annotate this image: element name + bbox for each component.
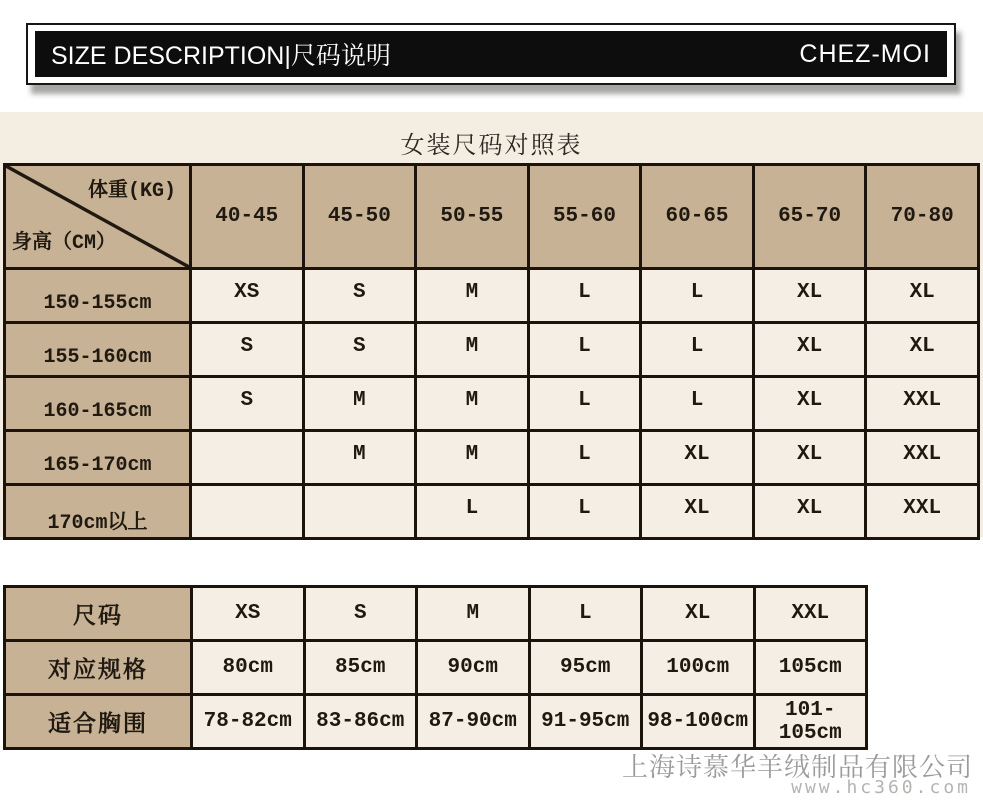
size-description-banner	[26, 23, 956, 85]
size-cell: M	[303, 431, 416, 485]
spec-row	[5, 641, 867, 695]
weight-col-header: 55-60	[528, 165, 641, 269]
height-row-label: 165-170cm	[5, 431, 191, 485]
spec-value-cell: 98-100cm	[642, 695, 755, 749]
banner-title: SIZE DESCRIPTION|尺码说明	[51, 42, 391, 70]
size-cell: M	[416, 431, 529, 485]
size-cell: L	[528, 377, 641, 431]
height-axis-label: 身高（CM）	[12, 232, 117, 255]
size-cell: XL	[753, 485, 866, 539]
spec-row	[5, 695, 867, 749]
size-cell: M	[416, 377, 529, 431]
spec-row-label: 适合胸围	[5, 695, 192, 749]
size-cell: M	[416, 323, 529, 377]
spec-value-cell: M	[417, 587, 530, 641]
size-chart-panel	[0, 112, 983, 537]
spec-value-cell: XXL	[754, 587, 867, 641]
website-watermark: www.hc360.com	[791, 777, 971, 798]
spec-value-cell: 78-82cm	[192, 695, 305, 749]
spec-value-cell: L	[529, 587, 642, 641]
size-cell: S	[303, 323, 416, 377]
size-cell: XXL	[866, 431, 979, 485]
spec-value-cell: S	[304, 587, 417, 641]
height-row-label: 170cm以上	[5, 485, 191, 539]
height-row	[5, 377, 979, 431]
weight-col-header: 65-70	[753, 165, 866, 269]
banner-black-bar	[35, 31, 947, 77]
spec-value-cell: 85cm	[304, 641, 417, 695]
weight-axis-label: 体重(KG)	[87, 180, 176, 203]
height-row	[5, 485, 979, 539]
size-cell: L	[641, 269, 754, 323]
height-row-label: 160-165cm	[5, 377, 191, 431]
size-cell: XL	[753, 323, 866, 377]
weight-col-header: 70-80	[866, 165, 979, 269]
spec-value-cell: 91-95cm	[529, 695, 642, 749]
height-row	[5, 431, 979, 485]
size-cell: L	[641, 377, 754, 431]
size-cell	[191, 431, 304, 485]
spec-value-cell: XS	[192, 587, 305, 641]
size-cell: L	[528, 485, 641, 539]
spec-value-cell: 83-86cm	[304, 695, 417, 749]
size-cell: M	[416, 269, 529, 323]
spec-value-cell: 95cm	[529, 641, 642, 695]
size-cell: XXL	[866, 485, 979, 539]
size-cell: L	[528, 269, 641, 323]
size-cell: S	[191, 377, 304, 431]
spec-row-label: 尺码	[5, 587, 192, 641]
corner-cell	[5, 165, 191, 269]
size-cell: S	[191, 323, 304, 377]
size-cell: S	[303, 269, 416, 323]
spec-value-cell: XL	[642, 587, 755, 641]
size-cell: L	[416, 485, 529, 539]
weight-header-row	[5, 165, 979, 269]
spec-value-cell: 101-105cm	[754, 695, 867, 749]
size-cell: L	[641, 323, 754, 377]
spec-value-cell: 90cm	[417, 641, 530, 695]
size-cell: L	[528, 323, 641, 377]
weight-col-header: 50-55	[416, 165, 529, 269]
chart-title: 女装尺码对照表	[400, 133, 583, 159]
spec-value-cell: 100cm	[642, 641, 755, 695]
size-cell: XL	[641, 431, 754, 485]
size-cell: XL	[641, 485, 754, 539]
spec-value-cell: 80cm	[192, 641, 305, 695]
spec-value-cell: 105cm	[754, 641, 867, 695]
spec-value-cell: 87-90cm	[417, 695, 530, 749]
size-spec-table	[3, 585, 868, 750]
size-cell	[303, 485, 416, 539]
size-cell	[191, 485, 304, 539]
weight-col-header: 40-45	[191, 165, 304, 269]
brand-name: CHEZ-MOI	[799, 39, 931, 68]
height-row	[5, 323, 979, 377]
spec-row	[5, 587, 867, 641]
size-cell: L	[528, 431, 641, 485]
size-cell: XL	[753, 269, 866, 323]
size-cell: XL	[753, 377, 866, 431]
spec-row-label: 对应规格	[5, 641, 192, 695]
size-cell: XL	[753, 431, 866, 485]
weight-col-header: 45-50	[303, 165, 416, 269]
size-cell: XS	[191, 269, 304, 323]
weight-col-header: 60-65	[641, 165, 754, 269]
height-row	[5, 269, 979, 323]
size-cell: M	[303, 377, 416, 431]
company-watermark: 上海诗慕华羊绒制品有限公司	[621, 752, 973, 782]
height-row-label: 155-160cm	[5, 323, 191, 377]
size-cell: XXL	[866, 377, 979, 431]
size-cell: XL	[866, 323, 979, 377]
size-comparison-table	[3, 163, 980, 540]
size-cell: XL	[866, 269, 979, 323]
height-row-label: 150-155cm	[5, 269, 191, 323]
